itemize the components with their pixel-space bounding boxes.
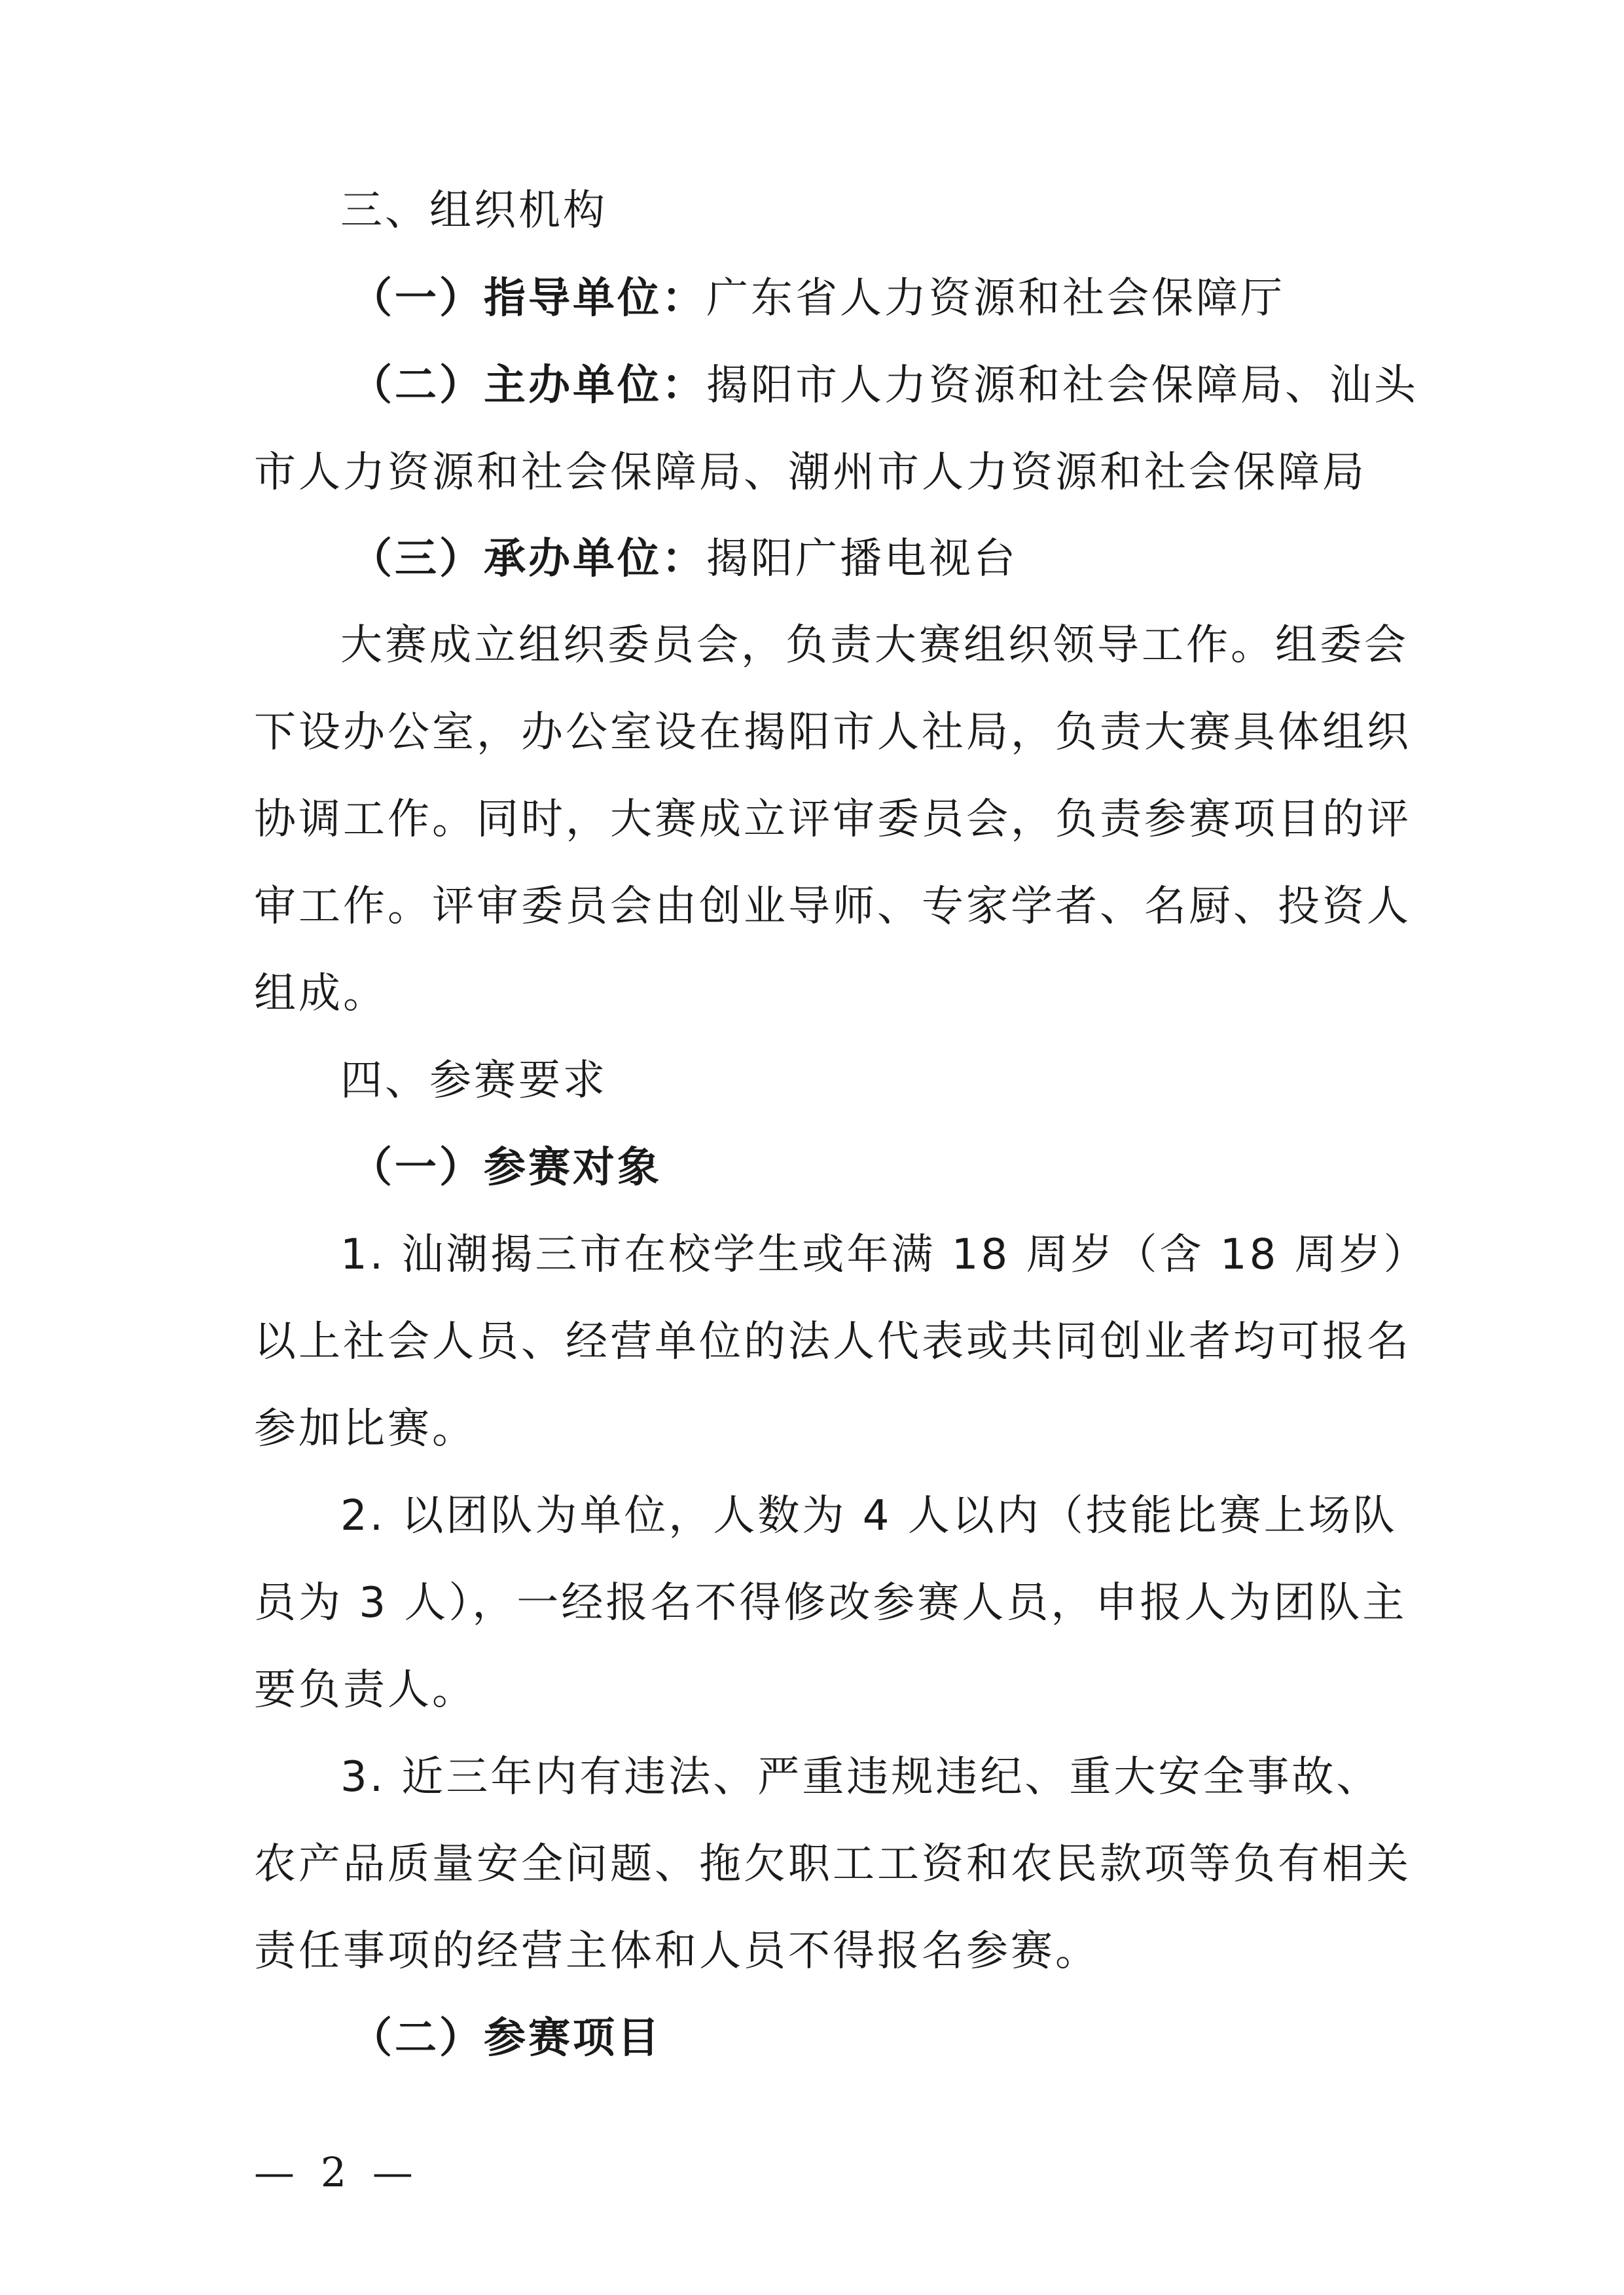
subheading-participants: （一）参赛对象 bbox=[350, 1144, 662, 1192]
host-unit-value-continued: 市人力资源和社会保障局、潮州市人力资源和社会保障局 bbox=[254, 448, 1367, 497]
item-1-line-1: 1. 汕潮揭三市在校学生或年满 18 周岁（含 18 周岁） bbox=[340, 1231, 1428, 1279]
paragraph-committee-line-3: 协调工作。同时，大赛成立评审委员会，负责参赛项目的评 bbox=[254, 795, 1411, 844]
host-unit-label: （二）主办单位： bbox=[350, 361, 706, 410]
organizer-unit-value: 揭阳广播电视台 bbox=[706, 535, 1018, 583]
item-2-line-3: 要负责人。 bbox=[254, 1666, 477, 1714]
item-3-line-1: 3. 近三年内有违法、严重违规违纪、重大安全事故、 bbox=[340, 1753, 1381, 1801]
subheading-projects: （二）参赛项目 bbox=[350, 2014, 662, 2063]
guidance-unit-label: （一）指导单位： bbox=[350, 274, 706, 323]
guidance-unit-line bbox=[350, 274, 1476, 323]
section-heading-organization: 三、组织机构 bbox=[340, 187, 607, 235]
paragraph-committee-line-2: 下设办公室，办公室设在揭阳市人社局，负责大赛具体组织 bbox=[254, 708, 1411, 757]
item-3-line-2: 农产品质量安全问题、拖欠职工工资和农民款项等负有相关 bbox=[254, 1840, 1411, 1888]
item-3-line-3: 责任事项的经营主体和人员不得报名参赛。 bbox=[254, 1927, 1100, 1976]
section-heading-requirements: 四、参赛要求 bbox=[340, 1057, 607, 1105]
item-1-line-3: 参加比赛。 bbox=[254, 1405, 477, 1453]
organizer-unit-line bbox=[350, 535, 1476, 583]
item-1-line-2: 以上社会人员、经营单位的法人代表或共同创业者均可报名 bbox=[254, 1318, 1411, 1366]
item-2-line-1: 2. 以团队为单位，人数为 4 人以内（技能比赛上场队 bbox=[340, 1492, 1398, 1540]
guidance-unit-value: 广东省人力资源和社会保障厅 bbox=[706, 274, 1285, 323]
host-unit-line bbox=[350, 361, 1418, 410]
page-number: — 2 — bbox=[254, 2148, 420, 2196]
host-unit-value: 揭阳市人力资源和社会保障局、汕头 bbox=[706, 361, 1418, 410]
item-2-line-2: 员为 3 人），一经报名不得修改参赛人员，申报人为团队主 bbox=[254, 1579, 1407, 1627]
paragraph-committee-line-1: 大赛成立组织委员会，负责大赛组织领导工作。组委会 bbox=[340, 621, 1409, 670]
paragraph-committee-line-4: 审工作。评审委员会由创业导师、专家学者、名厨、投资人 bbox=[254, 882, 1411, 931]
paragraph-committee-line-5: 组成。 bbox=[254, 969, 388, 1018]
organizer-unit-label: （三）承办单位： bbox=[350, 535, 706, 583]
